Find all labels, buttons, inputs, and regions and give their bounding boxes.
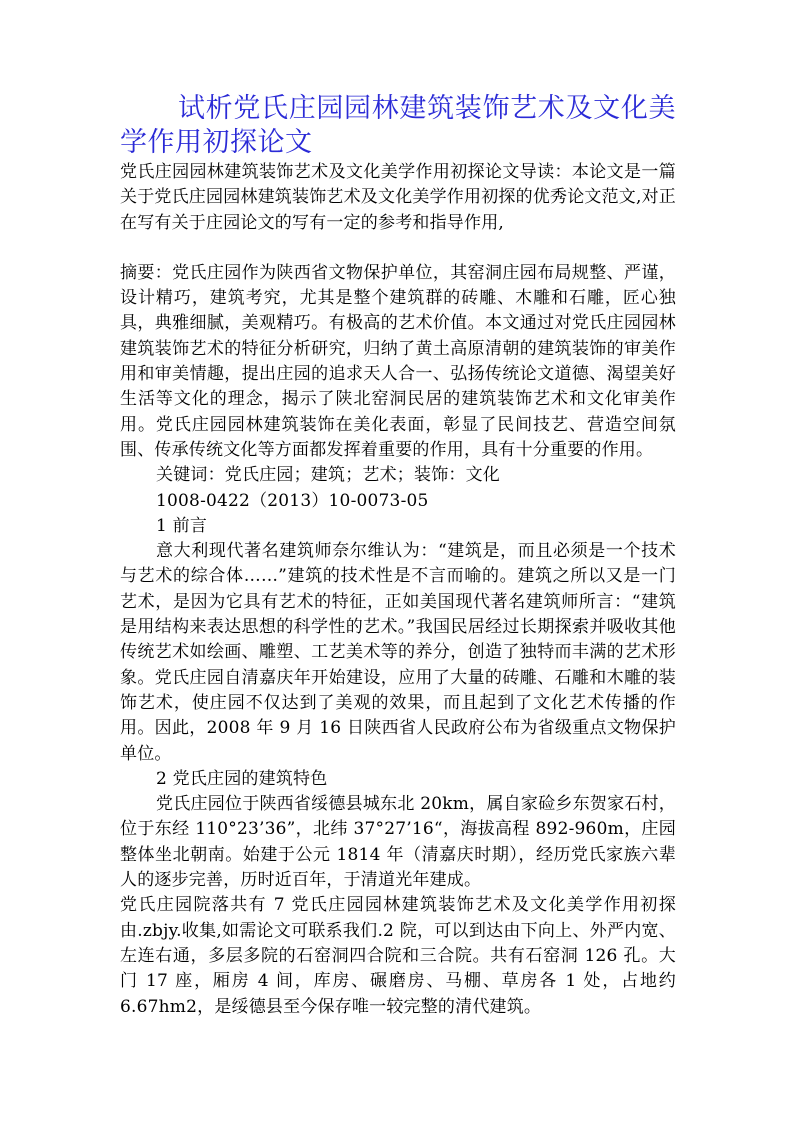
document-page xyxy=(120,92,676,1020)
section2-body-continued: 党氏庄园院落共有 7 党氏庄园园林建筑装饰艺术及文化美学作用初探由.zbjy.收集,如需论文可联系我们.2 院，可以到达由下向上、外严内宽、左连右通，多层多院的石窑洞四合院和三合院。共有石窑洞 126 孔。大门 17 座，厢房 4 间，库房、碾磨房、马棚、草房各 1 处，占地约 6.67hm2，是绥德县至今保存唯一较完整的清代建筑。 xyxy=(120,895,676,1017)
section2-heading: 2 党氏庄园的建筑特色 xyxy=(156,768,328,789)
document-title: 试析党氏庄园园林建筑装饰艺术及文化美学作用初探论文 xyxy=(120,93,676,158)
document-code: 1008-0422（2013）10-0073-05 xyxy=(156,490,429,511)
section2-body: 党氏庄园位于陕西省绥德县城东北 20km，属自家硷乡东贺家石村，位于东经 110°23’36”，北纬 37°27’16“，海拔高程 892-960m，庄园整体坐北朝南。始建于公元 1814 年（清嘉庆时期），经历党氏家族六辈人的逐步完善，历时近百年，于清道光年建成。 xyxy=(120,794,676,891)
keywords-line: 关键词：党氏庄园；建筑；艺术；装饰：文化 xyxy=(156,465,500,486)
abstract-paragraph: 摘要：党氏庄园作为陕西省文物保护单位，其窑洞庄园布局规整、严谨，设计精巧，建筑考究，尤其是整个建筑群的砖雕、木雕和石雕，匠心独具，典雅细腻，美观精巧。有极高的艺术价值。本文通过对党氏庄园园林建筑装饰艺术的特征分析研究，归纳了黄土高原清朝的建筑装饰的审美作用和审美情趣，提出庄园的追求天人合一、弘扬传统论文道德、渴望美好生活等文化的理念，揭示了陕北窑洞民居的建筑装饰艺术和文化审美作用。党氏庄园园林建筑装饰在美化表面，彰显了民间技艺、营造空间氛围、传承传统文化等方面都发挥着重要的作用，具有十分重要的作用。 xyxy=(120,262,676,460)
blank-line xyxy=(120,236,676,261)
section1-heading: 1 前言 xyxy=(156,515,208,536)
section1-body: 意大利现代著名建筑师奈尔维认为：“建筑是，而且必须是一个技术与艺术的综合体……”建筑的技术性是不言而喻的。建筑之所以又是一门艺术，是因为它具有艺术的特征，正如美国现代著名建筑师所言：“建筑是用结构来表达思想的科学性的艺术。”我国民居经过长期探索并吸收其他传统艺术如绘画、雕塑、工艺美术等的养分，创造了独特而丰满的艺术形象。党氏庄园自清嘉庆年开始建设，应用了大量的砖雕、石雕和木雕的装饰艺术，使庄园不仅达到了美观的效果，而且起到了文化艺术传播的作用。因此，2008 年 9 月 16 日陕西省人民政府公布为省级重点文物保护单位。 xyxy=(120,541,676,764)
intro-paragraph: 党氏庄园园林建筑装饰艺术及文化美学作用初探论文导读：本论文是一篇关于党氏庄园园林建筑装饰艺术及文化美学作用初探的优秀论文范文,对正在写有关于庄园论文的写有一定的参考和指导作用, xyxy=(120,162,677,233)
